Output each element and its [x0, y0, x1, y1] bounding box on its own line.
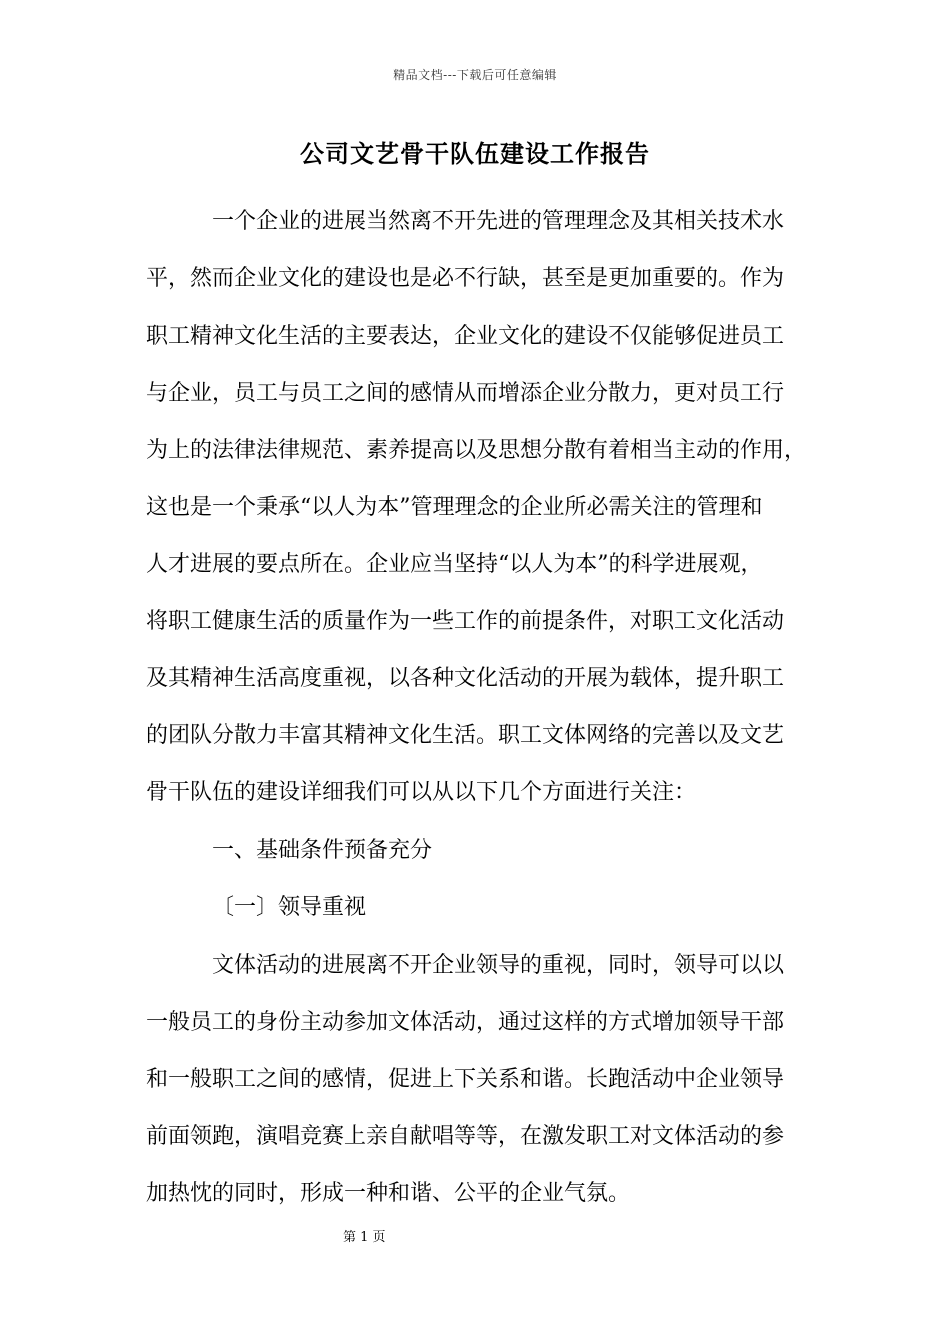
- body-line: 这也是一个秉承“以人为本”管理理念的企业所必需关注的管理和: [146, 495, 763, 520]
- body-line: 职工精神文化生活的主要表达，企业文化的建设不仅能够促进员工: [146, 324, 785, 349]
- body-line: 的团队分散力丰富其精神文化生活。职工文体网络的完善以及文艺: [146, 723, 785, 748]
- page-number: 第 1 页: [343, 1230, 386, 1245]
- body-line: 文体活动的进展离不开企业领导的重视，同时，领导可以以: [212, 953, 785, 978]
- body-line: 一般员工的身份主动参加文体活动，通过这样的方式增加领导干部: [146, 1010, 785, 1035]
- body-line: 人才进展的要点所在。企业应当坚持“以人为本”的科学进展观，: [146, 552, 763, 577]
- subsection-heading: 〔一〕领导重视: [212, 895, 367, 920]
- body-line: 平，然而企业文化的建设也是必不行缺，甚至是更加重要的。作为: [146, 266, 785, 291]
- body-line: 及其精神生活高度重视，以各种文化活动的开展为载体，提升职工: [146, 666, 785, 691]
- body-line: 加热忱的同时，形成一种和谐、公平的企业气氛。: [146, 1181, 631, 1206]
- body-line: 与企业，员工与员工之间的感情从而增添企业分散力，更对员工行: [146, 381, 785, 406]
- body-line: 一个企业的进展当然离不开先进的管理理念及其相关技术水: [212, 209, 785, 234]
- page-header: 精品文档---下载后可任意编辑: [393, 68, 557, 82]
- body-line: 前面领跑，演唱竞赛上亲自献唱等等，在激发职工对文体活动的参: [146, 1124, 785, 1149]
- section-heading: 一、基础条件预备充分: [212, 838, 433, 863]
- body-line: 将职工健康生活的质量作为一些工作的前提条件，对职工文化活动: [146, 609, 785, 634]
- body-line: 骨干队伍的建设详细我们可以从以下几个方面进行关注：: [146, 780, 697, 805]
- body-line: 和一般职工之间的感情，促进上下关系和谐。长跑活动中企业领导: [146, 1067, 785, 1092]
- body-line: 为上的法律法律规范、素养提高以及思想分散有着相当主动的作用，: [146, 438, 807, 463]
- document-title: 公司文艺骨干队伍建设工作报告: [300, 139, 650, 168]
